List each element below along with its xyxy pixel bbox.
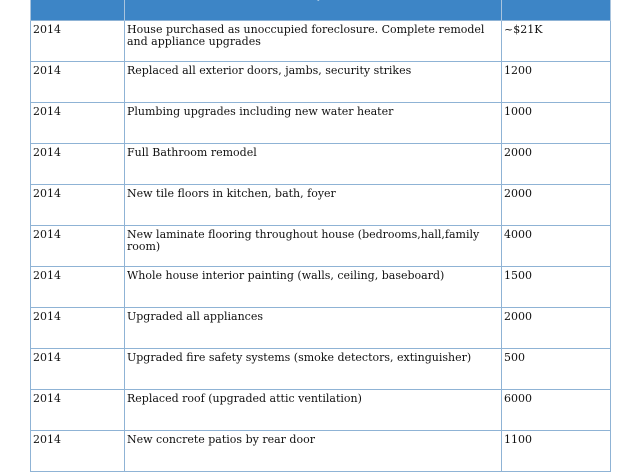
cell-date: 2014 — [31, 308, 125, 349]
cell-cost: 1000 — [502, 103, 611, 144]
cell-description: Whole house interior painting (walls, ceiling, baseboard) — [125, 267, 502, 308]
cell-date: 2014 — [31, 226, 125, 267]
cell-cost: 500 — [502, 349, 611, 390]
cell-description: Upgraded all appliances — [125, 308, 502, 349]
header-row — [31, 0, 611, 21]
cell-description: Plumbing upgrades including new water heater — [125, 103, 502, 144]
cell-description: New concrete patios by rear door — [125, 431, 502, 472]
cell-description: Full Bathroom remodel — [125, 144, 502, 185]
table-row — [31, 103, 611, 144]
cell-description: New tile floors in kitchen, bath, foyer — [125, 185, 502, 226]
cell-date: 2014 — [31, 21, 125, 62]
cell-date: 2014 — [31, 185, 125, 226]
cell-cost: 2000 — [502, 185, 611, 226]
cell-cost: 2000 — [502, 144, 611, 185]
cell-date: 2014 — [31, 431, 125, 472]
cell-date: 2014 — [31, 267, 125, 308]
cell-description: Upgraded fire safety systems (smoke detectors, extinguisher) — [125, 349, 502, 390]
header-date — [31, 0, 125, 21]
cell-date: 2014 — [31, 103, 125, 144]
table-row — [31, 267, 611, 308]
cell-cost: 1100 — [502, 431, 611, 472]
table-header — [31, 0, 611, 21]
cell-cost: 2000 — [502, 308, 611, 349]
cell-date: 2014 — [31, 349, 125, 390]
table-row — [31, 62, 611, 103]
table-row — [31, 21, 611, 62]
table-row — [31, 431, 611, 472]
cell-cost: ~$21K — [502, 21, 611, 62]
table-row — [31, 308, 611, 349]
cell-description: Replaced all exterior doors, jambs, security strikes — [125, 62, 502, 103]
cell-description: New laminate flooring throughout house (bedrooms,hall,family room) — [125, 226, 502, 267]
header-description — [125, 0, 502, 21]
table-row — [31, 390, 611, 431]
cell-cost: 6000 — [502, 390, 611, 431]
improvements-table — [30, 0, 611, 472]
table-body — [31, 21, 611, 472]
table-row — [31, 144, 611, 185]
cell-cost: 1500 — [502, 267, 611, 308]
cell-date: 2014 — [31, 62, 125, 103]
cell-description: Replaced roof (upgraded attic ventilation) — [125, 390, 502, 431]
cell-date: 2014 — [31, 390, 125, 431]
table-row — [31, 349, 611, 390]
table-row — [31, 226, 611, 267]
header-cost — [502, 0, 611, 21]
cell-cost: 1200 — [502, 62, 611, 103]
cell-date: 2014 — [31, 144, 125, 185]
table-row — [31, 185, 611, 226]
cell-cost: 4000 — [502, 226, 611, 267]
cell-description: House purchased as unoccupied foreclosure. Complete remodel and appliance upgrades — [125, 21, 502, 62]
